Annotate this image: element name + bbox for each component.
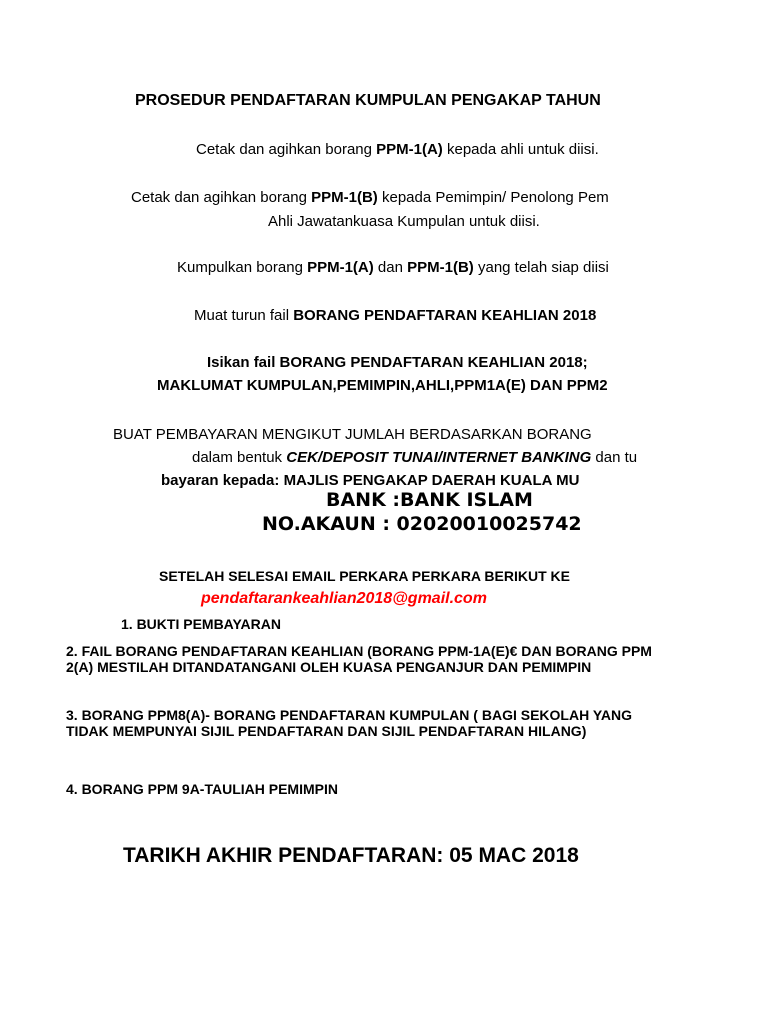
step-3-text-mid: dan — [373, 259, 408, 276]
list-item: 3. BORANG PPM8(A)- BORANG PENDAFTARAN KUMPULAN ( BAGI SEKOLAH YANG TIDAK MEMPUNYAI SIJIL PENDAFTARAN DAN SIJIL PENDAFTARAN HILANG) — [66, 707, 632, 740]
step-6-line-2 — [192, 449, 637, 466]
step-1-text-end: kepada ahli untuk diisi. — [442, 141, 599, 158]
step-6-text: dalam bentuk — [192, 449, 287, 466]
bank-name: BANK :BANK ISLAM — [326, 489, 533, 511]
step-3-form-code-a: PPM-1(A) — [307, 259, 374, 276]
step-5 — [207, 354, 588, 371]
step-2-form-code: PPM-1(B) — [311, 189, 378, 206]
step-6-payee: MAJLIS PENGAKAP DAERAH KUALA MU — [283, 472, 580, 489]
email-address: pendaftarankeahlian2018@gmail.com — [201, 590, 487, 607]
step-2-line-2: Ahli Jawatankuasa Kumpulan untuk diisi. — [268, 213, 540, 230]
email-instruction: SETELAH SELESAI EMAIL PERKARA PERKARA BERIKUT KE — [159, 568, 570, 584]
step-3-text: Kumpulkan borang — [177, 259, 308, 276]
step-3-form-code-b: PPM-1(B) — [407, 259, 474, 276]
step-6-line-3 — [161, 472, 579, 489]
list-item: 4. BORANG PPM 9A-TAULIAH PEMIMPIN — [66, 781, 338, 797]
step-4 — [194, 307, 596, 324]
step-6: BUAT PEMBAYARAN MENGIKUT JUMLAH BERDASARKAN BORANG — [113, 426, 592, 443]
step-2 — [131, 189, 609, 206]
account-number: NO.AKAUN : 02020010025742 — [262, 513, 582, 535]
step-6-text-end: dan tu — [591, 449, 638, 466]
step-5-line-2: MAKLUMAT KUMPULAN,PEMIMPIN,AHLI,PPM1A(E) DAN PPM2 — [157, 377, 608, 394]
document-title: PROSEDUR PENDAFTARAN KUMPULAN PENGAKAP TAHUN — [135, 92, 601, 109]
step-5-text: Isikan fail — [207, 354, 280, 371]
step-2-text-end: kepada Pemimpin/ Penolong Pem — [377, 189, 609, 206]
step-1-text: Cetak dan agihkan borang — [196, 141, 377, 158]
step-1-form-code: PPM-1(A) — [376, 141, 443, 158]
step-3-text-end: yang telah siap diisi — [473, 259, 609, 276]
step-5-file-name: BORANG PENDAFTARAN KEAHLIAN 2018; — [279, 354, 588, 371]
list-item: 2. FAIL BORANG PENDAFTARAN KEAHLIAN (BORANG PPM-1A(E)€ DAN BORANG PPM 2(A) MESTILAH DITANDATANGANI OLEH KUASA PENGANJUR DAN PEMIMPIN — [66, 643, 652, 676]
step-1 — [196, 141, 599, 158]
step-6-payment-methods: CEK/DEPOSIT TUNAI/INTERNET BANKING — [286, 449, 592, 466]
step-6-payee-label: bayaran kepada: — [161, 472, 284, 489]
deadline: TARIKH AKHIR PENDAFTARAN: 05 MAC 2018 — [123, 844, 579, 867]
step-2-text: Cetak dan agihkan borang — [131, 189, 312, 206]
list-item: 1. BUKTI PEMBAYARAN — [121, 616, 281, 632]
step-3 — [177, 259, 609, 276]
step-4-text: Muat turun fail — [194, 307, 294, 324]
step-4-file-name: BORANG PENDAFTARAN KEAHLIAN 2018 — [293, 307, 597, 324]
